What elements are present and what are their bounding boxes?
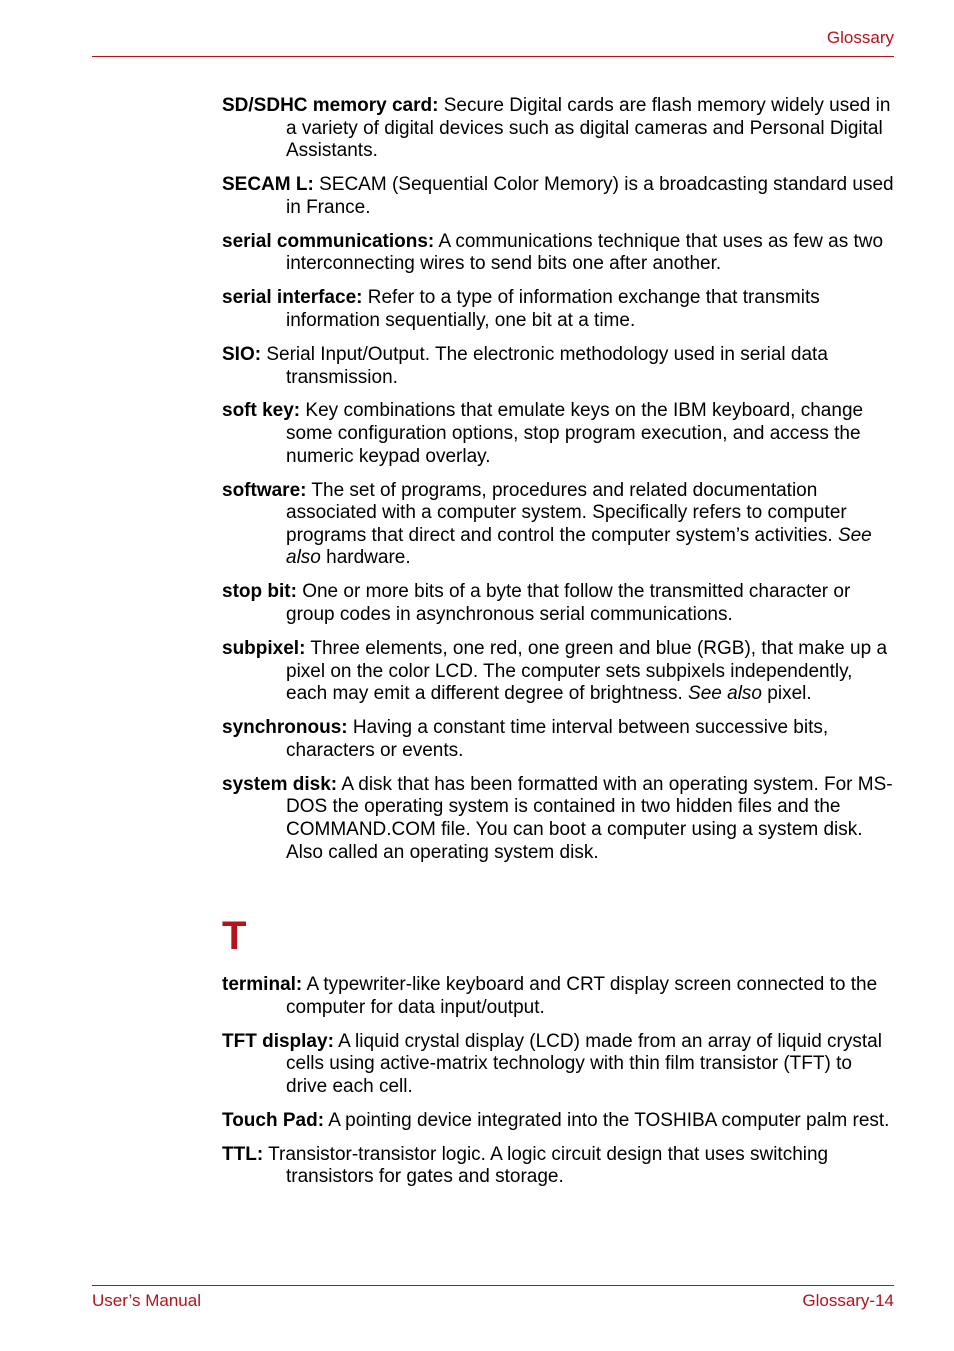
footer-page-number: Glossary-14 xyxy=(802,1291,894,1310)
glossary-entry-synchronous xyxy=(222,717,894,762)
running-header-title: Glossary xyxy=(826,28,894,47)
entry-term: synchronous: xyxy=(222,717,348,739)
see-also-label: See also xyxy=(688,683,762,705)
entry-term: serial interface: xyxy=(222,287,363,309)
footer-manual-title: User’s Manual xyxy=(92,1291,201,1310)
entry-term: SIO: xyxy=(222,343,262,365)
entry-term: system disk: xyxy=(222,773,338,795)
glossary-entry-tft-display xyxy=(222,1031,894,1099)
glossary-entry-system-disk xyxy=(222,774,894,864)
glossary-section-t xyxy=(222,974,894,1200)
entry-definition: A pointing device integrated into the TOSHIBA computer palm rest. xyxy=(324,1109,890,1131)
see-also-label: See also xyxy=(286,524,872,569)
entry-definition: A typewriter-like keyboard and CRT display screen connected to the computer for data input/output. xyxy=(286,974,878,1018)
glossary-entry-touch-pad xyxy=(222,1110,894,1133)
glossary-entry-sio xyxy=(222,344,894,389)
glossary-entry-subpixel xyxy=(222,638,894,706)
see-also-reference: hardware. xyxy=(320,547,411,569)
glossary-entry-stop-bit xyxy=(222,581,894,626)
entry-term: subpixel: xyxy=(222,638,306,659)
glossary-entry-serial-communications xyxy=(222,231,894,276)
entry-term: serial communications: xyxy=(222,230,435,252)
section-letter-heading: T xyxy=(222,914,247,958)
entry-term: software: xyxy=(222,479,307,501)
entry-term: Touch Pad: xyxy=(222,1109,325,1131)
entry-definition: The set of programs, procedures and related documentation associated with a computer system. Specifically refers to computer programs that direct and control the computer system’s activities. xyxy=(286,479,847,546)
entry-term: SECAM L: xyxy=(222,174,314,196)
entry-definition: Secure Digital cards are flash memory widely used in a variety of digital devices such as digital cameras and Personal Digital Assistants. xyxy=(286,95,891,162)
entry-term: TTL: xyxy=(222,1143,264,1165)
see-also-reference: pixel. xyxy=(762,683,812,705)
entry-definition: One or more bits of a byte that follow the transmitted character or group codes in asynchronous serial communications. xyxy=(286,581,851,626)
entry-definition: SECAM (Sequential Color Memory) is a broadcasting standard used in France. xyxy=(286,174,894,218)
glossary-entry-secam-l xyxy=(222,174,894,219)
glossary-entry-serial-interface xyxy=(222,287,894,332)
glossary-entry-terminal xyxy=(222,974,894,1019)
glossary-entry-sd-sdhc xyxy=(222,95,894,163)
entry-term: soft key: xyxy=(222,400,301,422)
glossary-section-s xyxy=(222,95,894,876)
glossary-entry-soft-key xyxy=(222,400,894,468)
entry-definition: A disk that has been formatted with an operating system. For MS-DOS the operating system is contained in two hidden files and the COMMAND.COM file. You can boot a computer using a system disk. Also called an operating system disk. xyxy=(286,773,893,863)
glossary-entry-software xyxy=(222,480,894,570)
entry-term: stop bit: xyxy=(222,581,297,603)
entry-term: TFT display: xyxy=(222,1030,334,1052)
entry-definition: Transistor-transistor logic. A logic circuit design that uses switching transistors for gates and storage. xyxy=(263,1143,829,1188)
header-rule xyxy=(92,56,894,57)
entry-term: terminal: xyxy=(222,974,303,995)
entry-definition: Serial Input/Output. The electronic methodology used in serial data transmission. xyxy=(261,343,828,388)
entry-definition: Refer to a type of information exchange that transmits information sequentially, one bit at a time. xyxy=(286,287,820,331)
entry-definition: A liquid crystal display (LCD) made from an array of liquid crystal cells using active-matrix technology with thin film transistor (TFT) to drive each cell. xyxy=(286,1030,882,1097)
glossary-entry-ttl xyxy=(222,1144,894,1189)
entry-definition: A communications technique that uses as few as two interconnecting wires to send bits one after another. xyxy=(286,230,884,275)
entry-definition: Having a constant time interval between successive bits, characters or events. xyxy=(286,717,829,761)
entry-term: SD/SDHC memory card: xyxy=(222,95,439,116)
entry-definition: Three elements, one red, one green and blue (RGB), that make up a pixel on the color LCD. The computer sets subpixels independently, each may emit a different degree of brightness. xyxy=(286,638,888,705)
footer-rule xyxy=(92,1285,894,1286)
entry-definition: Key combinations that emulate keys on the IBM keyboard, change some configuration options, stop program execution, and access the numeric keypad overlay. xyxy=(286,400,864,467)
